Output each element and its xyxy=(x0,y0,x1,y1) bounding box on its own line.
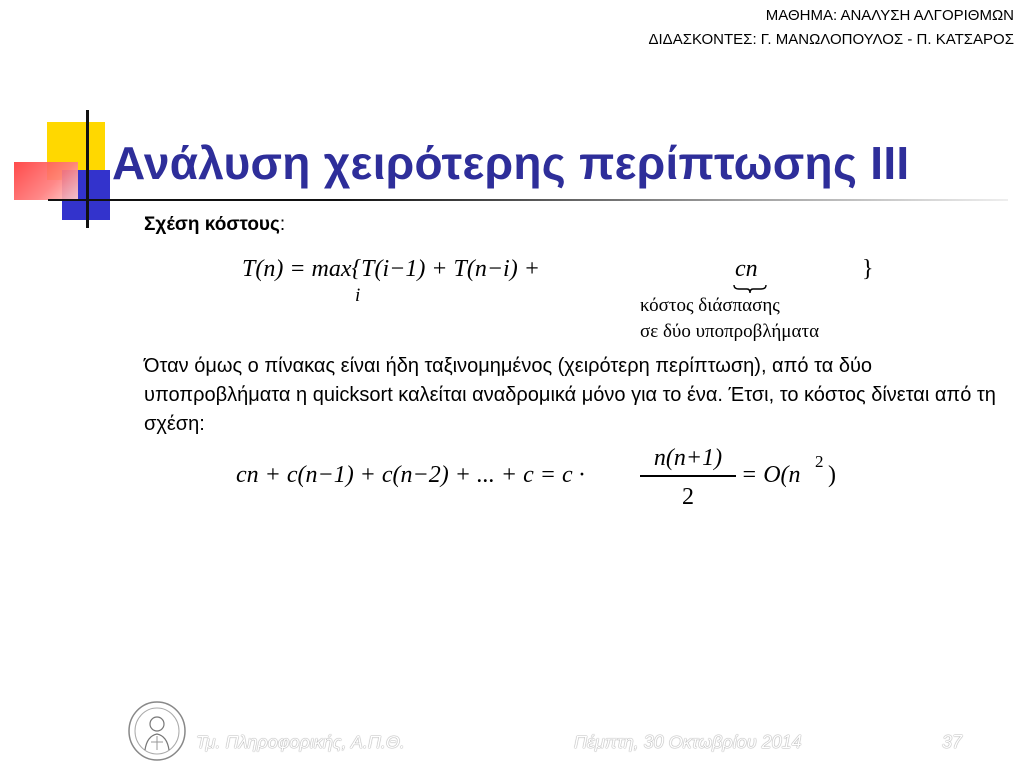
max-subscript: i xyxy=(355,285,361,306)
title-underline xyxy=(48,199,1008,201)
explanation-paragraph: Όταν όμως ο πίνακας είναι ήδη ταξινομημένος (χειρότερη περίπτωση), από τα δύο υποπροβλήματα η quicksort καλείται αναδρομικά μόνο για το ένα. Έτσι, το κόστος δίνεται από τη σχέση: xyxy=(144,355,996,435)
fraction-numerator: n(n+1) xyxy=(653,445,723,471)
exponent: 2 xyxy=(815,452,824,471)
decor-vertical-line xyxy=(86,110,89,228)
big-o-result: = O(n xyxy=(741,462,801,488)
subheading-text: Σχέση κόστους xyxy=(144,214,280,235)
cost-recurrence-equation: T(n) = max{T(i−1) + T(n−i) + xyxy=(242,256,540,282)
course-header: ΜΑΘΗΜΑ: ΑΝΑΛΥΣΗ ΑΛΓΟΡΙΘΜΩΝ xyxy=(765,7,1014,24)
closing-brace: } xyxy=(862,256,874,282)
footer-date: Πέμπτη, 30 Οκτωβρίου 2014 xyxy=(574,732,802,752)
fraction-bar xyxy=(640,475,736,477)
footer-department: Τμ. Πληροφορικής, Α.Π.Θ. xyxy=(196,732,405,752)
page-number: 37 xyxy=(942,732,963,752)
university-seal-icon xyxy=(127,700,187,762)
subheading-colon: : xyxy=(279,214,286,235)
subheading xyxy=(144,214,285,236)
closing-paren: ) xyxy=(828,462,836,488)
instructors-header: ΔΙΔΑΣΚΟΝΤΕΣ: Γ. ΜΑΝΩΛΟΠΟΥΛΟΣ - Π. ΚΑΤΣΑΡΟΣ xyxy=(648,31,1014,48)
split-cost-note-line1: κόστος διάσπασης xyxy=(640,295,780,316)
decor-red-square xyxy=(14,162,78,200)
sum-equation-left: cn + c(n−1) + c(n−2) + ... + c = c · xyxy=(236,462,585,488)
split-cost-note xyxy=(640,293,819,345)
fraction xyxy=(640,444,736,511)
split-cost-term: cn xyxy=(735,256,758,282)
split-cost-note-line2: σε δύο υποπροβλήματα xyxy=(640,321,820,342)
fraction-denominator: 2 xyxy=(682,483,694,510)
slide-title: Ανάλυση χειρότερης περίπτωσης ΙΙΙ xyxy=(112,137,910,189)
